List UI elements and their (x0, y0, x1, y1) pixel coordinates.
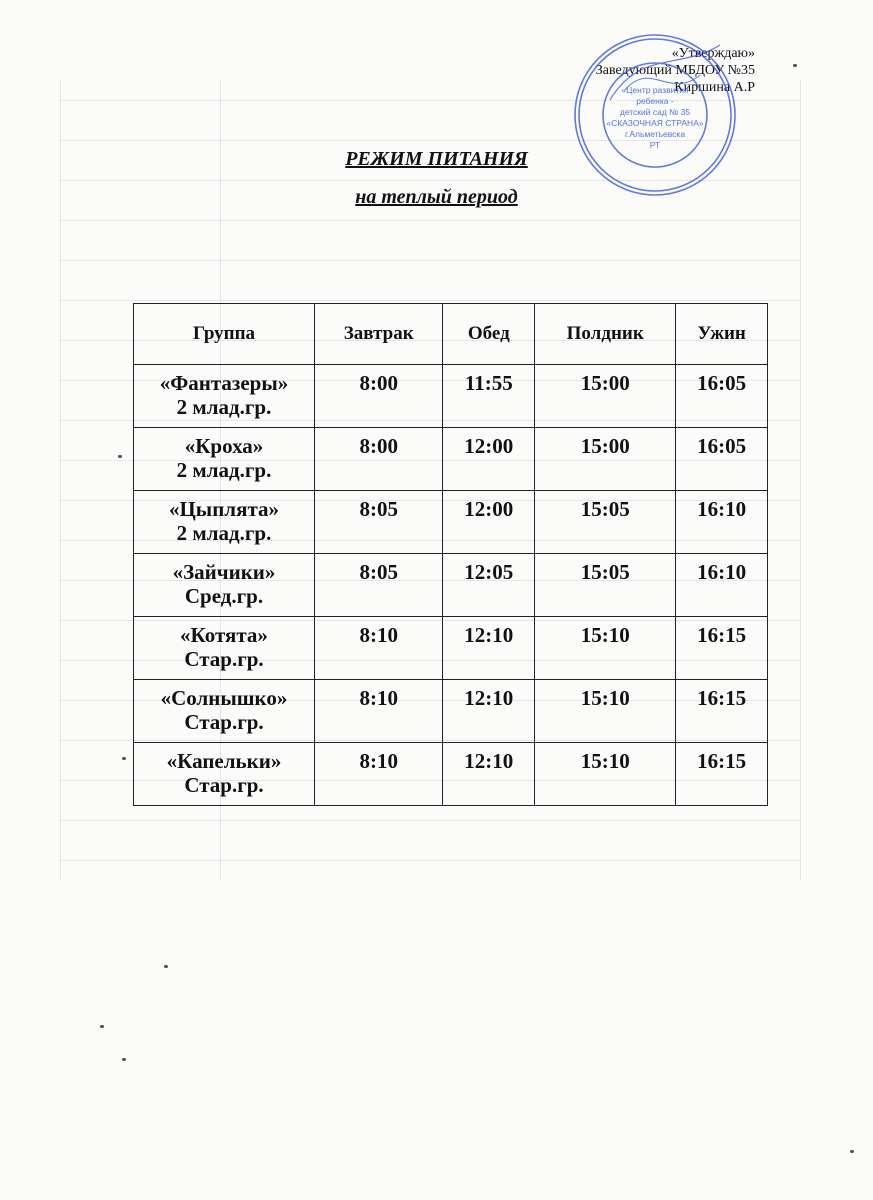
group-cell (134, 680, 315, 743)
approval-line: «Утверждаю» (671, 46, 755, 61)
table-row (134, 617, 768, 680)
group-age: 2 млад.гр. (176, 521, 272, 545)
group-cell (134, 365, 315, 428)
group-cell (134, 617, 315, 680)
group-name: «Котята» (180, 623, 268, 647)
table-row (134, 428, 768, 491)
stamp-line: г.Альметьевска (624, 129, 686, 139)
snack-time: 15:00 (535, 365, 676, 428)
stamp-line: «СКАЗОЧНАЯ СТРАНА» (606, 118, 704, 128)
header-dinner: Ужин (676, 304, 768, 365)
group-name: «Капельки» (166, 749, 282, 773)
breakfast-time: 8:05 (315, 554, 443, 617)
group-age: Стар.гр. (184, 773, 264, 797)
table-header-row (134, 304, 768, 365)
lunch-time: 12:05 (443, 554, 535, 617)
table-row (134, 743, 768, 806)
table-row (134, 491, 768, 554)
group-name: «Цыплята» (168, 497, 280, 521)
table-row (134, 554, 768, 617)
scan-speck (100, 1025, 104, 1028)
lunch-time: 12:10 (443, 743, 535, 806)
header-snack: Полдник (535, 304, 676, 365)
approval-signer: Киршина А.Р (674, 80, 755, 95)
lunch-time: 12:10 (443, 680, 535, 743)
breakfast-time: 8:05 (315, 491, 443, 554)
meal-schedule-table (133, 303, 768, 806)
header-group: Группа (134, 304, 315, 365)
group-name: «Солнышко» (160, 686, 288, 710)
dinner-time: 16:05 (676, 428, 768, 491)
approval-position: Заведующий МБДОУ №35 (595, 63, 755, 78)
lunch-time: 12:00 (443, 428, 535, 491)
snack-time: 15:00 (535, 428, 676, 491)
group-cell (134, 554, 315, 617)
group-cell (134, 743, 315, 806)
scan-speck (118, 455, 122, 458)
breakfast-time: 8:10 (315, 743, 443, 806)
group-cell (134, 428, 315, 491)
breakfast-time: 8:00 (315, 365, 443, 428)
scan-speck (122, 1058, 126, 1061)
snack-time: 15:10 (535, 743, 676, 806)
stamp-line: ребенка - (636, 96, 674, 106)
round-stamp (570, 30, 740, 200)
group-age: Стар.гр. (184, 647, 264, 671)
scan-speck (793, 64, 797, 67)
breakfast-time: 8:00 (315, 428, 443, 491)
group-age: Сред.гр. (184, 584, 264, 608)
breakfast-time: 8:10 (315, 617, 443, 680)
table-row (134, 680, 768, 743)
dinner-time: 16:05 (676, 365, 768, 428)
dinner-time: 16:15 (676, 617, 768, 680)
scan-speck (122, 757, 126, 760)
dinner-time: 16:15 (676, 743, 768, 806)
group-age: 2 млад.гр. (176, 395, 272, 419)
header-lunch: Обед (443, 304, 535, 365)
group-name: «Фантазеры» (159, 371, 289, 395)
stamp-line: детский сад № 35 (619, 107, 691, 117)
header-breakfast: Завтрак (315, 304, 443, 365)
dinner-time: 16:10 (676, 554, 768, 617)
stamp-line: РТ (649, 140, 661, 150)
dinner-time: 16:15 (676, 680, 768, 743)
group-age: 2 млад.гр. (176, 458, 272, 482)
lunch-time: 12:00 (443, 491, 535, 554)
group-name: «Зайчики» (172, 560, 276, 584)
snack-time: 15:05 (535, 554, 676, 617)
group-age: Стар.гр. (184, 710, 264, 734)
snack-time: 15:05 (535, 491, 676, 554)
document-title: РЕЖИМ ПИТАНИЯ (345, 148, 528, 170)
document-subtitle: на теплый период (355, 186, 518, 208)
lunch-time: 11:55 (443, 365, 535, 428)
snack-time: 15:10 (535, 617, 676, 680)
group-name: «Кроха» (184, 434, 264, 458)
table-row (134, 365, 768, 428)
breakfast-time: 8:10 (315, 680, 443, 743)
group-cell (134, 491, 315, 554)
scan-speck (164, 965, 168, 968)
dinner-time: 16:10 (676, 491, 768, 554)
lunch-time: 12:10 (443, 617, 535, 680)
scan-speck (850, 1150, 854, 1153)
snack-time: 15:10 (535, 680, 676, 743)
stamp-line: «Центр развития (621, 85, 689, 95)
